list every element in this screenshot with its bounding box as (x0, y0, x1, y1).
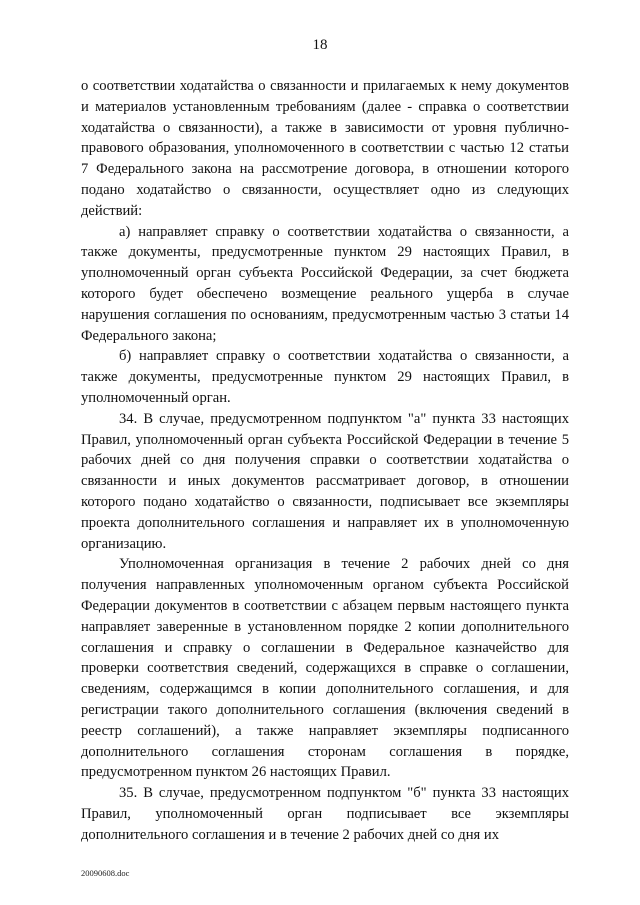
paragraph-continuation: о соответствии ходатайства о связанности и прилагаемых к нему документов и материалов установленным требованиям (далее - справка о соответствии ходатайства о связанности), а также в зависимости от уровня публично-правового образования, уполномоченного в соответствии с частью 12 статьи 7 Федерального закона на рассмотрение договора, в отношении которого подано ходатайство о связанности, осуществляет одно из следующих действий: (81, 78, 569, 219)
paragraph-subitem-b: б) направляет справку о соответствии ходатайства о связанности, а также документы, предусмотренные пунктом 29 настоящих Правил, в уполномоченный орган. (81, 348, 569, 406)
paragraph-subitem-a: а) направляет справку о соответствии ходатайства о связанности, а также документы, предусмотренные пунктом 29 настоящих Правил, в уполномоченный орган субъекта Российской Федерации, за счет бюджета которого будет обеспечено возмещение реального ущерба в случае нарушения соглашения по основаниям, предусмотренным частью 3 статьи 14 Федерального закона; (81, 223, 569, 344)
page-number: 18 (312, 37, 328, 53)
paragraph-clause-34: 34. В случае, предусмотренном подпунктом "а" пункта 33 настоящих Правил, уполномоченный орган субъекта Российской Федерации в течение 5 рабочих дней со дня получения справки о соответствии ходатайства о связанности и иных документов рассматривает договор, в отношении которого подано ходатайство о связанности, подписывает все экземпляры проекта дополнительного соглашения и направляет их в уполномоченную организацию. (81, 410, 569, 552)
paragraph-clause-35: 35. В случае, предусмотренном подпунктом "б" пункта 33 настоящих Правил, уполномоченный орган подписывает все экземпляры дополнительного соглашения и в течение 2 рабочих дней со дня их (81, 785, 569, 843)
document-body (81, 76, 569, 845)
file-name-footer: 20090608.doc (81, 868, 130, 878)
paragraph-clause-34-part-2: Уполномоченная организация в течение 2 рабочих дней со дня получения направленных уполномоченным органом субъекта Российской Федерации документов в соответствии с абзацем первым настоящего пункта направляет заверенные в установленном порядке 2 копии дополнительного соглашения и справку о соглашении в Федеральное казначейство для проверки соответствия сведений, содержащихся в справке о соглашении, сведениям, содержащимся в копии дополнительного соглашения, и для регистрации такого дополнительного соглашения (включения сведений в реестр соглашений), а также направляет экземпляры подписанного дополнительного соглашения сторонам соглашения в порядке, предусмотренном пунктом 26 настоящих Правил. (81, 556, 569, 781)
